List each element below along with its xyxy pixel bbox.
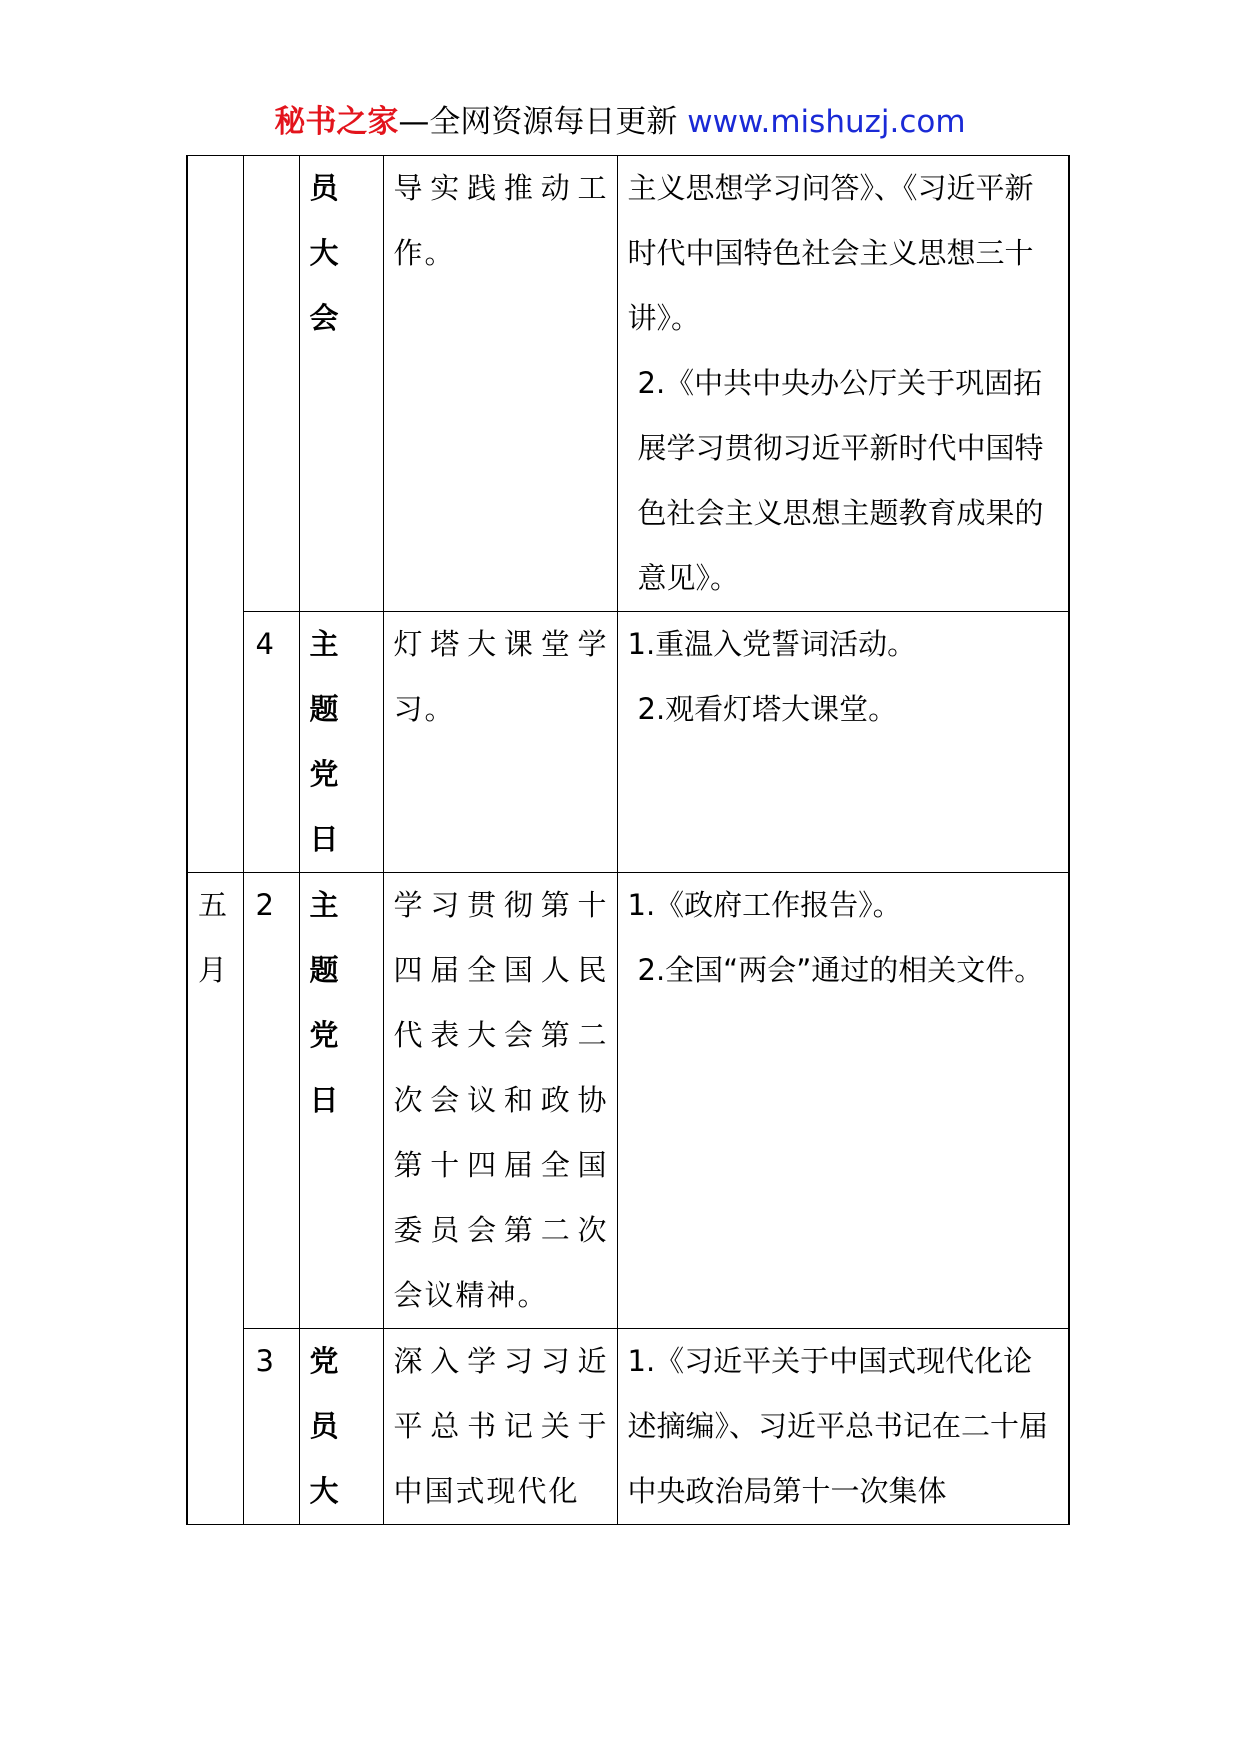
topic-text: 灯塔大课堂学习。 (393, 627, 609, 726)
activity-type-char: 题 (309, 953, 339, 987)
content-item: 2.观看灯塔大课堂。 (637, 692, 898, 726)
content-item: 主义思想学习问答》、《习近平新时代中国特色社会主义思想三十讲》。 (627, 171, 1034, 335)
topic-cell (383, 1329, 617, 1525)
topic-cell (383, 873, 617, 1329)
content-cell (617, 612, 1069, 873)
content-cell (617, 156, 1069, 612)
activity-type-char: 主 (309, 888, 339, 922)
activity-type-char: 大 (309, 1474, 339, 1508)
activity-type-cell (299, 873, 383, 1329)
activity-type-char: 党 (309, 1018, 339, 1052)
activity-type-char: 党 (309, 757, 339, 791)
activity-type-char: 日 (309, 1083, 339, 1117)
content-item: 1.《习近平关于中国式现代化论述摘编》、习近平总书记在二十届中央政治局第十一次集体 (627, 1344, 1049, 1508)
topic-text: 学习贯彻第十四届全国人民代表大会第二次会议和政协第十四届全国委员会第二次会议精神。 (393, 888, 609, 1312)
site-url-link[interactable]: www.mishuzj.com (687, 104, 966, 140)
brand-name: 秘书之家 (274, 104, 399, 140)
content-item: 2.《中共中央办公厅关于巩固拓展学习贯彻习近平新时代中国特色社会主义思想主题教育成果的意见》。 (637, 366, 1044, 595)
month-label-char: 五 (198, 888, 228, 922)
content-item: 1.重温入党誓词活动。 (627, 627, 917, 661)
activity-type-cell (299, 1329, 383, 1525)
topic-text: 深入学习习近平总书记关于中国式现代化 (393, 1344, 609, 1508)
activity-type-char: 题 (309, 692, 339, 726)
header-tagline: —全网资源每日更新 (398, 104, 688, 140)
activity-type-char: 员 (309, 1409, 339, 1443)
activity-type-char: 党 (309, 1344, 339, 1378)
activity-type-char: 主 (309, 627, 339, 661)
table-row (187, 612, 1069, 873)
activity-type-char: 员 (309, 171, 339, 205)
activity-type-char: 日 (309, 822, 339, 856)
month-label-char: 月 (198, 953, 228, 987)
table-row (187, 873, 1069, 1329)
study-plan-table (186, 155, 1070, 1525)
content-item: 1.《政府工作报告》。 (627, 888, 902, 922)
activity-type-char: 大 (309, 236, 339, 270)
activity-type-cell (299, 612, 383, 873)
table-row (187, 156, 1069, 612)
topic-cell (383, 612, 617, 873)
number-cell: 2 (243, 873, 299, 1329)
content-cell (617, 873, 1069, 1329)
activity-type-char: 会 (309, 301, 339, 335)
activity-type-cell (299, 156, 383, 612)
month-cell (187, 156, 243, 873)
page-header (0, 100, 1240, 144)
number-cell (243, 156, 299, 612)
number-cell: 3 (243, 1329, 299, 1525)
content-item: 2.全国“两会”通过的相关文件。 (637, 953, 1044, 987)
topic-cell (383, 156, 617, 612)
number-cell: 4 (243, 612, 299, 873)
table-row (187, 1329, 1069, 1525)
month-cell (187, 873, 243, 1525)
topic-text: 导实践推动工作。 (393, 171, 609, 270)
content-cell (617, 1329, 1069, 1525)
